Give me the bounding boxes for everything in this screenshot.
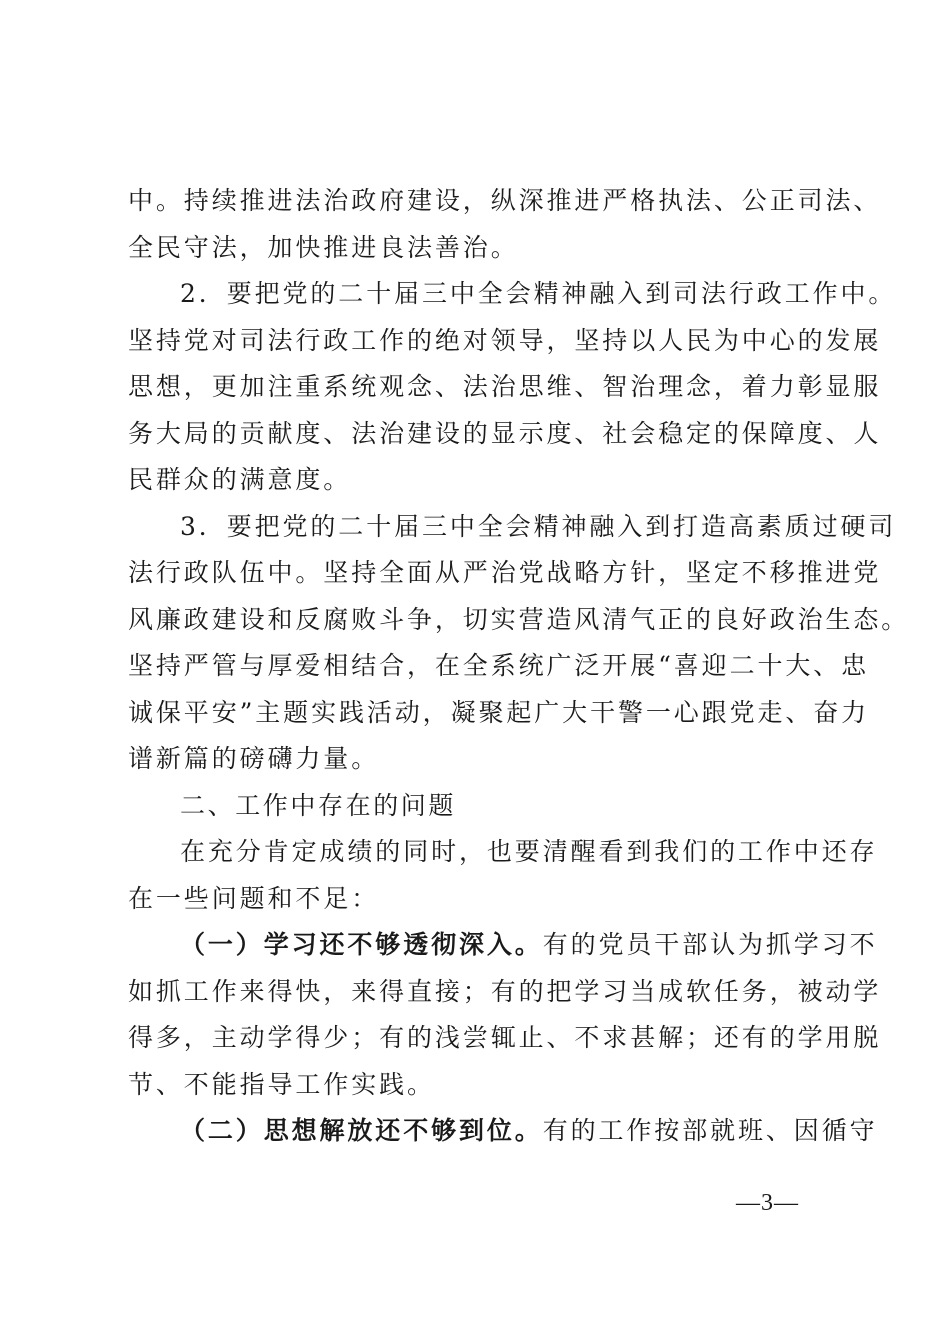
line-text: 谱新篇的磅礴力量。 bbox=[128, 744, 380, 773]
paragraph-line bbox=[128, 550, 882, 597]
line-text: 得多，主动学得少；有的浅尝辄止、不求甚解；还有的学用脱 bbox=[128, 1023, 882, 1052]
paragraph-line bbox=[128, 457, 828, 504]
line-text: 全民守法，加快推进良法善治。 bbox=[128, 232, 519, 262]
line-text: 坚持党对司法行政工作的绝对领导，坚持以人民为中心的发展 bbox=[128, 325, 882, 355]
page-number: —3— bbox=[736, 1190, 799, 1216]
line-text: 法行政队伍中。坚持全面从严治党战略方针，坚定不移推进党 bbox=[128, 558, 882, 587]
line-text: 风廉政建设和反腐败斗争，切实营造风清气正的良好政治生态。 bbox=[128, 604, 910, 634]
line-text: 有的工作按部就班、因循守 bbox=[542, 1116, 878, 1145]
paragraph-line bbox=[128, 225, 828, 272]
line-text: 务大局的贡献度、法治建设的显示度、社会稳定的保障度、人 bbox=[128, 418, 882, 448]
paragraph-line bbox=[128, 1108, 878, 1155]
line-text: 二、工作中存在的问题 bbox=[180, 790, 457, 820]
paragraph-line bbox=[128, 969, 882, 1016]
paragraph-line bbox=[128, 876, 828, 923]
line-text: 在一些问题和不足： bbox=[128, 883, 380, 913]
line-text: 在充分肯定成绩的同时，也要清醒看到我们的工作中还存 bbox=[180, 837, 878, 866]
line-text: 2．要把党的二十届三中全会精神融入到司法行政工作中。 bbox=[180, 279, 897, 308]
paragraph-line bbox=[128, 597, 910, 644]
body-text bbox=[128, 178, 910, 1155]
line-text: 诚保平安”主题实践活动，凝聚起广大干警一心跟党走、奋力 bbox=[128, 697, 870, 727]
paragraph-line bbox=[128, 178, 882, 225]
subsection-lead: （二）思想解放还不够到位。 bbox=[180, 1116, 543, 1145]
paragraph-line bbox=[128, 364, 882, 411]
paragraph-line bbox=[128, 504, 897, 551]
line-text: 坚持严管与厚爱相结合，在全系统广泛开展“喜迎二十大、忠 bbox=[128, 651, 870, 680]
paragraph-line bbox=[128, 271, 897, 318]
paragraph-line bbox=[128, 829, 878, 876]
line-text: 思想，更加注重系统观念、法治思维、智治理念，着力彰显服 bbox=[128, 372, 882, 401]
paragraph-line bbox=[128, 690, 870, 737]
paragraph-line bbox=[128, 1015, 882, 1062]
paragraph-line bbox=[128, 1062, 828, 1109]
paragraph-line bbox=[128, 922, 878, 969]
paragraph-line bbox=[128, 318, 882, 365]
paragraph-line bbox=[128, 643, 870, 690]
line-text: 有的党员干部认为抓学习不 bbox=[542, 930, 878, 959]
paragraph-line bbox=[128, 411, 882, 458]
line-text: 节、不能指导工作实践。 bbox=[128, 1069, 435, 1099]
paragraph-line bbox=[128, 736, 828, 783]
line-text: 中。持续推进法治政府建设，纵深推进严格执法、公正司法、 bbox=[128, 186, 882, 215]
line-text: 如抓工作来得快，来得直接；有的把学习当成软任务，被动学 bbox=[128, 976, 882, 1006]
line-text: 3．要把党的二十届三中全会精神融入到打造高素质过硬司 bbox=[180, 511, 897, 541]
section-heading bbox=[128, 783, 828, 830]
subsection-lead: （一）学习还不够透彻深入。 bbox=[180, 930, 543, 959]
line-text: 民群众的满意度。 bbox=[128, 465, 352, 494]
